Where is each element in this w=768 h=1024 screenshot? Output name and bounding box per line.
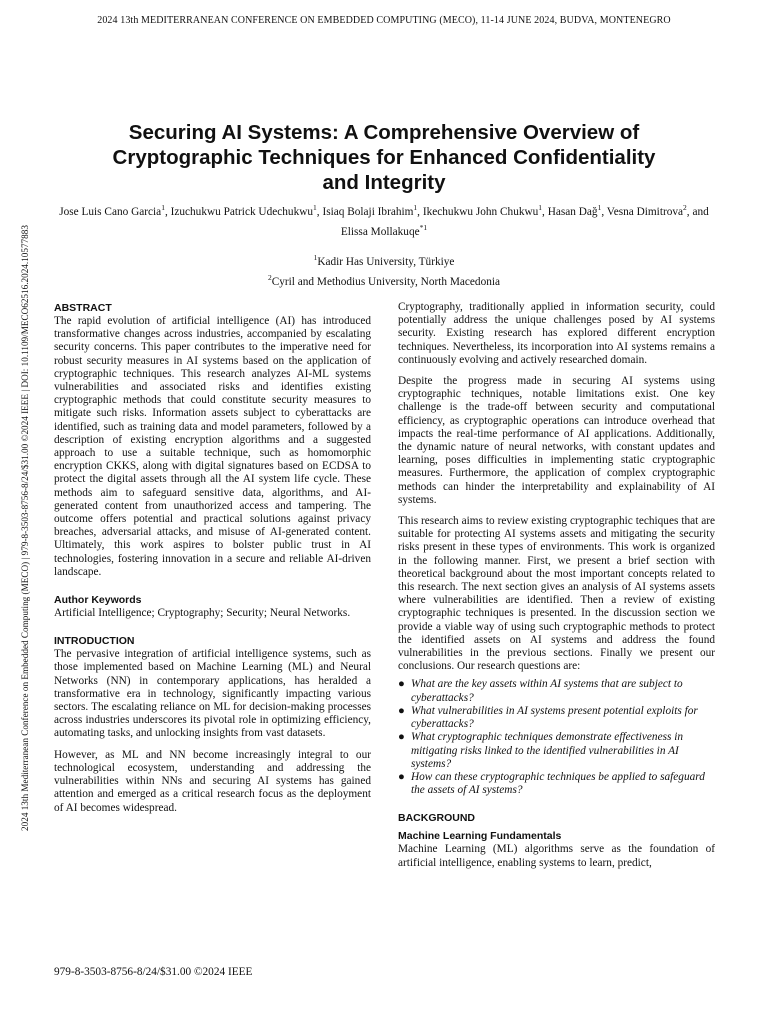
- author-name: Hasan Dağ: [547, 206, 598, 218]
- keywords-heading: Author Keywords: [54, 594, 142, 607]
- paper-title: [60, 120, 708, 195]
- author-name: Vesna Dimitrova: [606, 206, 684, 218]
- title-line: Securing AI Systems: A Comprehensive Overview of: [128, 121, 640, 144]
- affiliation: [52, 252, 716, 272]
- bullet-icon: ●: [398, 731, 405, 744]
- body-paragraph: Despite the progress made in securing AI systems using cryptographic techniques, notable limitations exist. One key challenge is the trade-off between security and computational efficiency, as cryptographic operations can introduce overhead that impacts the real-time performance of AI applications. Additionally, the dynamic nature of neural networks, with constant updates and learning, poses difficulties in implementing static cryptographic measures. Furthermore, the application of complex cryptographic methods can hinder the interpretability and explainability of AI systems.: [398, 375, 715, 506]
- right-column: [398, 301, 715, 870]
- body-paragraph: Cryptography, traditionally applied in information security, could potentially address the unique challenges posed by AI systems security. Existing research has explored different encryption techniques. Nevertheless, its incorporation into AI systems remains a continuously evolving and actively researched domain.: [398, 301, 715, 366]
- introduction-paragraph: The pervasive integration of artificial intelligence systems, such as those implemented based on Machine Learning (ML) and Neural Networks (NN) in contemporary applications, has heralded a transformative era in technology, significantly impacting various sectors. The escalating reliance on ML for decision-making processes across industries underscores its pivotal role in optimizing efficiency, automating tasks, and unlocking insights from vast datasets.: [54, 648, 371, 740]
- research-question: ● What cryptographic techniques demonstrate effectiveness in mitigating risks linked to the identified vulnerabilities in AI systems?: [398, 731, 683, 770]
- research-question: ● How can these cryptographic techniques be applied to safeguard the assets of AI systems?: [398, 770, 705, 797]
- research-question: ● What are the key assets within AI systems that are subject to cyberattacks?: [398, 678, 683, 704]
- author-affiliation-mark: 1: [413, 203, 418, 212]
- body-paragraph: Machine Learning (ML) algorithms serve as the foundation of artificial intelligence, enabling systems to learn, predict,: [398, 843, 715, 869]
- author-name: Elissa Mollakuqe: [340, 226, 420, 238]
- affiliation-mark: 2: [267, 273, 272, 282]
- background-heading: BACKGROUND: [398, 812, 475, 825]
- author-name: Ikechukwu John Chukwu: [422, 206, 539, 218]
- affiliation-list: [52, 252, 716, 292]
- title-line: Cryptographic Techniques for Enhanced Confidentiality: [112, 146, 656, 169]
- author-affiliation-mark: 1: [597, 203, 602, 212]
- affiliation-mark: 1: [313, 253, 318, 262]
- research-questions-list: [398, 678, 715, 797]
- author-affiliation-mark: *1: [419, 223, 428, 232]
- abstract-heading: ABSTRACT: [54, 302, 112, 314]
- keywords-text: Artificial Intelligence; Cryptography; Security; Neural Networks.: [54, 607, 351, 620]
- author-name: Jose Luis Cano Garcia: [59, 206, 162, 218]
- introduction-heading: INTRODUCTION: [54, 635, 135, 648]
- research-question: ● What vulnerabilities in AI systems present potential exploits for cyberattacks?: [398, 704, 698, 731]
- author-affiliation-mark: 2: [683, 203, 687, 212]
- author-affiliation-mark: 1: [161, 203, 165, 212]
- abstract-text: The rapid evolution of artificial intelligence (AI) has introduced transformative changes across industries, accompanied by escalating security concerns. This paper contributes to the imperative need for robust security measures in AI systems based on the application of cryptographic techniques. This research analyzes AI-ML systems vulnerabilities and associated risks and identifies existing cryptographic methods that could constitute security measures to mitigate such risks. Information assets subject to cyberattacks are identified, such as training data and model parameters, followed by a description of existing encryption algorithms and a suggested approach to use a suitable technique, such as homomorphic encryption CKKS, along with digital signatures based on ECDSA to protect the digital assets through all the AI system life cycle. These methods aim to safeguard sensitive data, algorithms, and AI-generated content from unauthorized access and tampering. The outcome offers potential and practical solutions against privacy breaches, adversarial attacks, and misuse of AI-generated content. Ultimately, this work aspires to bolster public trust in AI technologies, fostering innovation in a secure and reliable AI-driven landscape.: [54, 315, 371, 578]
- bullet-icon: ●: [398, 704, 405, 717]
- ml-fundamentals-heading: Machine Learning Fundamentals: [398, 830, 562, 843]
- author-affiliation-mark: 1: [538, 203, 543, 212]
- side-metadata: 2024 13th Mediterranean Conference on Embedded Computing (MECO) | 979-8-3503-8756-8/24/$31.00 ©2024 IEEE | DOI: 10.1109/MECO62516.2024.10577883: [20, 225, 30, 831]
- body-paragraph: This research aims to review existing cryptographic techiques that are suitable for protecting AI systems assets and mitigating the security risks present in these types of environments. This work is organized in the following manner. First, we present a brief section with theoretical background about the most important concepts related to this research. The next section gives an analysis of AI systems assets where vulnerabilities are identified. Then a review of existing cryptographic techniques is presented. In the discussion section we provide a viable way of using such cryptographic methods to protect the identified assets on AI systems and address the found vulnerabilities in the previous sections. Finally we present our conclusions. Our research questions are:: [398, 515, 715, 673]
- affiliation: [52, 272, 716, 292]
- author-name: Izuchukwu Patrick Udechukwu: [170, 206, 314, 218]
- bullet-icon: ●: [398, 678, 405, 691]
- left-column: [54, 301, 371, 815]
- author-list: Jose Luis Cano Garcia$^1$, Izuchukwu Patrick Udechukwu$^1$, Isiaq Bolaji Ibrahim$^1$, Ikechukwu John Chukwu$^1$, Hasan Dağ$^1$, Vesna Dimitrova$^2$, and Elissa Mollakuqe$^{*1}$: [59, 203, 709, 238]
- conference-header: 2024 13th MEDITERRANEAN CONFERENCE ON EMBEDDED COMPUTING (MECO), 11-14 JUNE 2024, BUDVA, MONTENEGRO: [97, 15, 671, 26]
- title-line: and Integrity: [322, 171, 446, 194]
- affiliation-text: Cyril and Methodius University, North Macedonia: [271, 276, 501, 288]
- author-name: Isiaq Bolaji Ibrahim: [322, 206, 414, 218]
- footer-copyright: 979-8-3503-8756-8/24/$31.00 ©2024 IEEE: [54, 966, 253, 978]
- bullet-icon: ●: [398, 770, 405, 783]
- author-affiliation-mark: 1: [313, 203, 317, 212]
- introduction-paragraph: However, as ML and NN become increasingly integral to our technological ecosystem, understanding and addressing the vulnerabilities within NNs and securing AI systems has gained attention and emerged as a critical research focus as the deployment of AI becomes widespread.: [54, 748, 371, 814]
- title-block: [60, 120, 708, 195]
- affiliation-text: Kadir Has University, Türkiye: [317, 256, 455, 268]
